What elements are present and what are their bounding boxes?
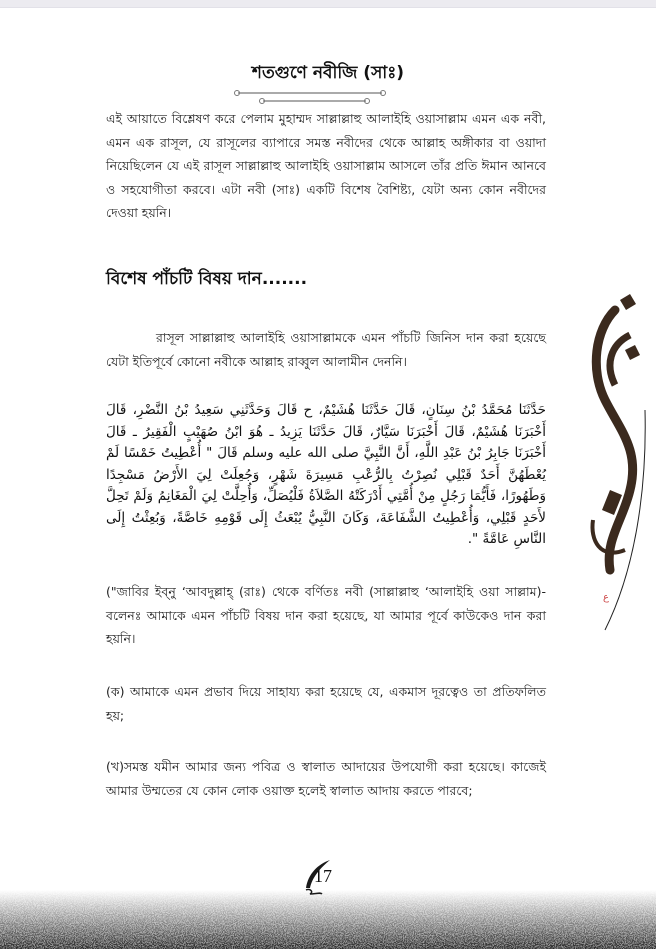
intro-paragraph: এই আয়াতে বিশ্লেষণ করে পেলাম মুহাম্মদ সাল্লাল্লাহু আলাইহি ওয়াসাল্লাম এমন এক নবী, এমন এক রাসূল, যে রাসূলের ব্যাপারে সমস্ত নবীদের থেকে আল্লাহ অঙ্গীকার বা ওয়াদা নিয়েছিলেন যে এই রাসূল সাল্লাল্লাহু আলাইহি ওয়াসাল্লাম আসলে তাঁর প্রতি ঈমান আনবে ও সহযোগীতা করবে। এটা নবী (সাঃ) একটি বিশেষ বৈশিষ্ট্য, যেটা অন্য কোন নবীদের দেওয়া হয়নি। (106, 111, 546, 220)
ornamental-divider (232, 88, 388, 108)
point-kha: (খ)সমস্ত যমীন আমার জন্য পবিত্র ও স্বালাত আদায়ের উপযোগী করা হয়েছে। কাজেই আমার উম্মতের যে কোন লোক ওয়াক্ত হলেই স্বালাত আদায় করতে পারবে; (106, 759, 546, 798)
page-number-badge (300, 858, 340, 898)
hadith-translation: ("জাবির ইব্‌নু ‘আবদুল্লাহ্‌ (রাঃ) থেকে বর্ণিতঃ নবী (সাল্লাল্লাহু ‘আলাইহি ওয়া সাল্লাম)-বলেনঃ আমাকে এমন পাঁচটি বিষয় দান করা হয়েছে, যা আমার পূর্বে কাউকেও দান করা হয়নি। (106, 584, 546, 646)
top-bar (0, 0, 656, 8)
page-title: শতগুণে নবীজি (সাঃ) (251, 63, 405, 83)
point-ka: (ক) আমাকে এমন প্রভাব দিয়ে সাহায্য করা হয়েছে যে, একমাস দূরত্বেও তা প্রতিফলিত হয়; (106, 684, 546, 723)
arabic-hadith: حَدَّثَنَا مُحَمَّدُ بْنُ سِنَانٍ، قَالَ حَدَّثَنَا هُشَيْمٌ، ح قَالَ وَحَدَّثَنِي سَعِيدُ بْنُ النَّضْرِ، قَالَ أَخْبَرَنَا هُشَيْمٌ، قَالَ أَخْبَرَنَا سَيَّارٌ، قَالَ حَدَّثَنَا يَزِيدُ ـ هُوَ ابْنُ صُهَيْبٍ الْفَقِيرُ ـ قَالَ أَخْبَرَنَا جَابِرُ بْنُ عَبْدِ اللَّهِ، أَنَّ النَّبِيَّ صلى الله عليه وسلم قَالَ " أُعْطِيتُ خَمْسًا لَمْ يُعْطَهُنَّ أَحَدٌ قَبْلِي نُصِرْتُ بِالرُّعْبِ مَسِيرَةَ شَهْرٍ، وَجُعِلَتْ لِيَ الأَرْضُ مَسْجِدًا وَطَهُورًا، فَأَيُّمَا رَجُلٍ مِنْ أُمَّتِي أَدْرَكَتْهُ الصَّلاَةُ فَلْيُصَلِّ، وَأُحِلَّتْ لِيَ الْمَغَانِمُ وَلَمْ تَحِلَّ لأَحَدٍ قَبْلِي، وَأُعْطِيتُ الشَّفَاعَةَ، وَكَانَ النَّبِيُّ يُبْعَثُ إِلَى قَوْمِهِ خَاصَّةً، وَبُعِثْتُ إِلَى النَّاسِ عَامَّةً ". (106, 402, 546, 547)
footer-grunge-texture (0, 890, 656, 949)
section-heading: বিশেষ পাঁচটি বিষয় দান....... (106, 269, 308, 289)
svg-text:ع: ع (603, 592, 609, 603)
section-intro: রাসূল সাল্লাল্লাহু আলাইহি ওয়াসাল্লামকে এমন পাঁচটি জিনিস দান করা হয়েছে যেটা ইতিপূর্বে কোনো নবীকে আল্লাহ রাব্বুল আলামীন দেননি। (106, 330, 546, 369)
page-number: 17 (314, 866, 332, 886)
calligraphy-art (585, 290, 656, 640)
